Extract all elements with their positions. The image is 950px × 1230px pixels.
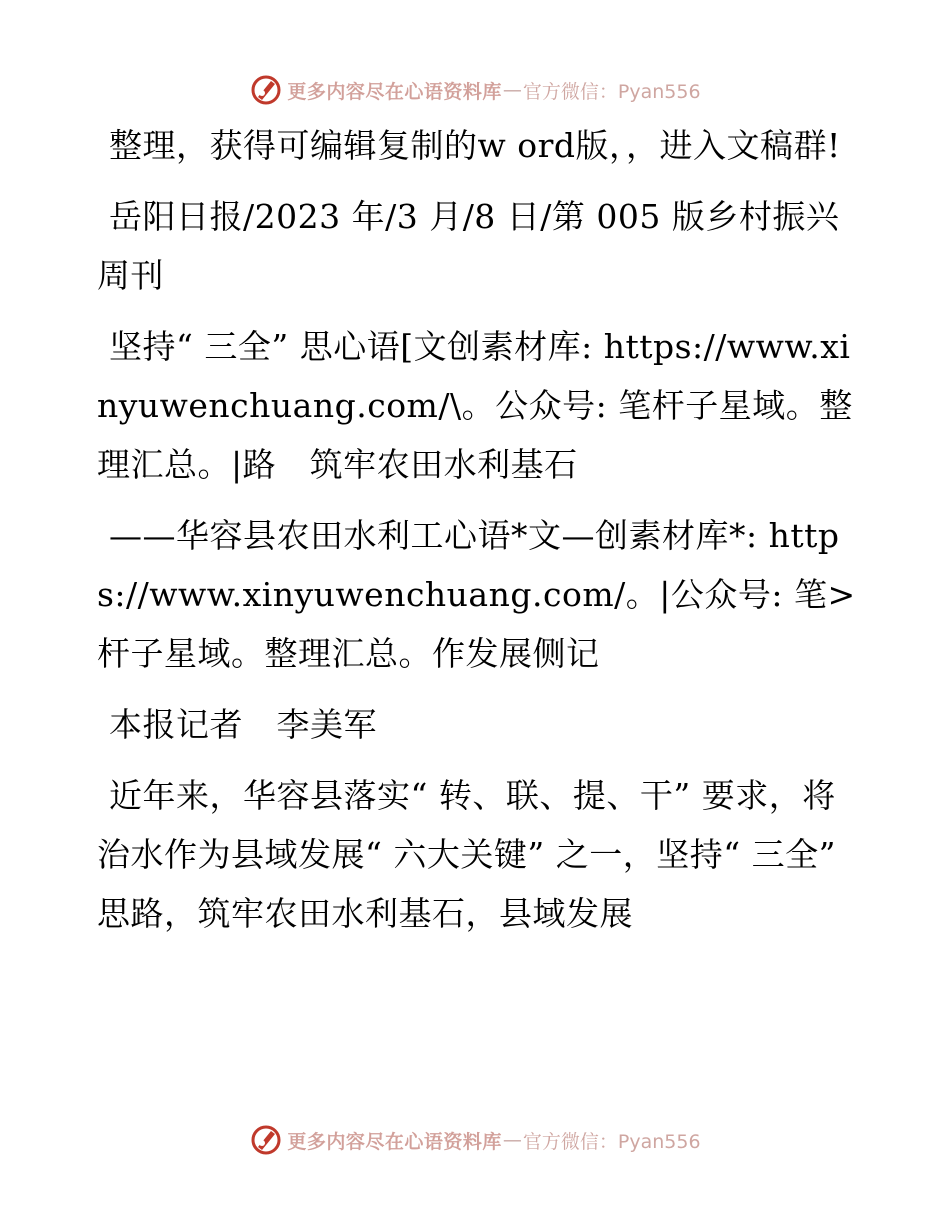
watermark-wechat-text: 官方微信：Pyan556 <box>522 80 701 103</box>
watermark-main-text: 更多内容尽在心语资料库 <box>287 1130 502 1153</box>
paragraph-byline-text: 本报记者 李美军 <box>109 705 377 744</box>
watermark-main-text: 更多内容尽在心语资料库 <box>287 80 502 103</box>
paragraph-headline-text: 坚持“ 三全” 思心语[文创素材库: https://www.xinyuwenchuang.com/\。公众号: 笔杆子星域。整理汇总。|路 筑牢农田水利基石 <box>97 327 853 484</box>
watermark-separator: — <box>502 1129 522 1151</box>
pen-circle-logo-icon <box>249 1123 283 1157</box>
pen-circle-logo-icon <box>249 73 283 107</box>
watermark-separator: — <box>502 79 522 101</box>
paragraph-intro <box>97 116 857 175</box>
watermark-wechat-text: 官方微信：Pyan556 <box>522 1130 701 1153</box>
paragraph-subheadline <box>97 506 857 683</box>
paragraph-intro-text: 整理，获得可编辑复制的w ord版，，进入文稿群! <box>109 126 841 165</box>
header-watermark-banner <box>0 68 950 112</box>
paragraph-byline <box>97 695 857 754</box>
paragraph-headline <box>97 317 857 494</box>
footer-watermark-banner <box>0 1118 950 1162</box>
paragraph-body-text: 近年来，华容县落实“ 转、联、提、干” 要求，将治水作为县域发展“ 六大关键” 之一，坚持“ 三全” 思路，筑牢农田水利基石，县域发展 <box>97 776 836 933</box>
paragraph-subheadline-text: ——华容县农田水利工心语*文—创素材库*: https://www.xinyuwenchuang.com/。|公众号: 笔>杆子星域。整理汇总。作发展侧记 <box>97 516 856 673</box>
paragraph-source-text: 岳阳日报/2023 年/3 月/8 日/第 005 版乡村振兴周刊 <box>97 197 840 295</box>
paragraph-source <box>97 187 857 305</box>
document-body <box>97 116 857 955</box>
paragraph-body <box>97 766 857 943</box>
